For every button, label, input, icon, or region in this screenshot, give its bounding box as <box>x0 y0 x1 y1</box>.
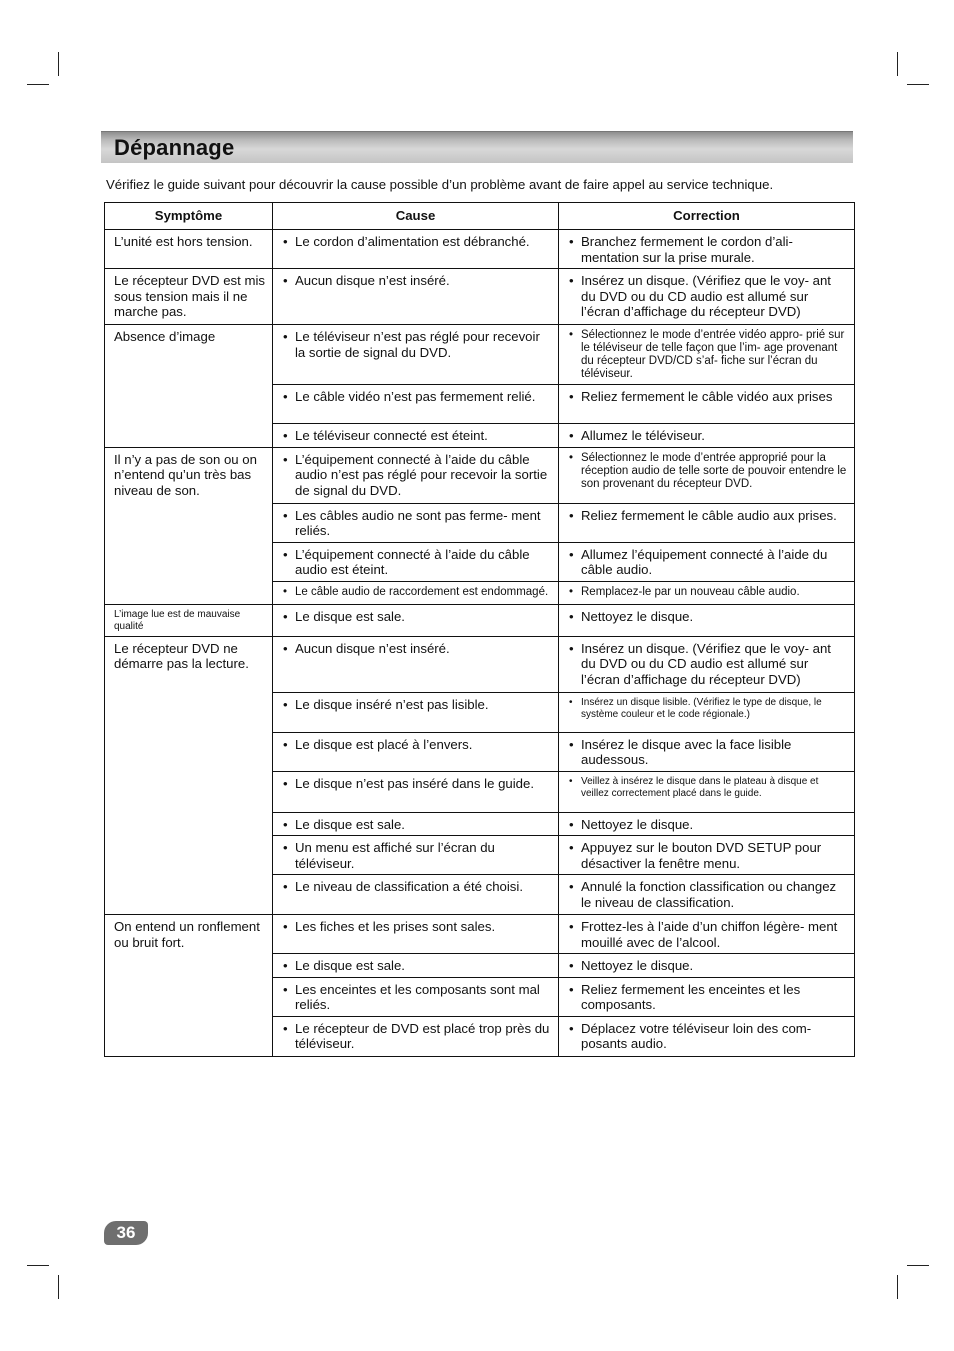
correction-cell <box>559 385 855 424</box>
table-row <box>105 325 855 385</box>
bullet-icon: • <box>569 329 574 341</box>
correction-cell <box>559 836 855 875</box>
bullet-icon: • <box>283 696 288 712</box>
page-number-badge: 36 <box>104 1221 148 1245</box>
bullet-icon: • <box>283 234 288 249</box>
correction-cell-text: Reliez fermement les enceintes et les composants. <box>581 981 801 1012</box>
bullet-icon: • <box>283 585 288 598</box>
section-title-bar <box>101 131 853 163</box>
crop-mark <box>58 1275 59 1299</box>
bullet-icon: • <box>283 273 288 288</box>
header-symptom: Symptôme <box>105 203 273 230</box>
crop-mark <box>58 52 59 76</box>
bullet-icon: • <box>569 608 574 624</box>
bullet-icon: • <box>283 840 288 855</box>
bullet-icon: • <box>283 546 288 562</box>
symptom-cell: L’image lue est de mauvaise qualité <box>105 604 273 636</box>
cause-cell-text: Le récepteur de DVD est placé trop près du téléviseur. <box>295 1020 550 1051</box>
cause-cell-text: Le câble vidéo n’est pas fermement relié. <box>295 389 536 404</box>
bullet-icon: • <box>283 736 288 752</box>
cause-cell <box>273 915 559 954</box>
correction-cell <box>559 812 855 836</box>
cause-cell-text: Les enceintes et les composants sont mal reliés. <box>295 981 540 1012</box>
cause-cell-text: Les fiches et les prises sont sales. <box>295 919 496 934</box>
correction-cell <box>559 604 855 636</box>
troubleshooting-table <box>104 202 855 1057</box>
cause-cell <box>273 542 559 581</box>
cause-cell <box>273 581 559 604</box>
correction-cell-text: Veillez à insérez le disque dans le plateau à disque et veillez correctement placé dans le guide. <box>581 775 819 799</box>
crop-mark <box>27 84 49 85</box>
cause-cell-text: Le téléviseur connecté est éteint. <box>295 428 488 443</box>
cause-cell-text: Le cordon d’alimentation est débranché. <box>295 234 530 249</box>
correction-cell-text: Allumez l’équipement connecté à l’aide du câble audio. <box>581 546 828 577</box>
cause-cell-text: Le câble audio de raccordement est endommagé. <box>295 585 549 598</box>
table-header-row <box>105 203 855 230</box>
cause-cell <box>273 269 559 325</box>
correction-cell <box>559 503 855 542</box>
correction-cell-text: Sélectionnez le mode d’entrée vidéo appro- prié sur le téléviseur de telle façon que l’im- age provenant du récepteur DVD/CD s’af- fiche sur l’écran du téléviseur. <box>581 329 845 380</box>
table-row <box>105 230 855 269</box>
correction-cell <box>559 954 855 978</box>
bullet-icon: • <box>569 736 574 752</box>
cause-cell <box>273 954 559 978</box>
correction-cell <box>559 692 855 732</box>
cause-cell <box>273 875 559 915</box>
cause-cell-text: Aucun disque n’est inséré. <box>295 273 450 288</box>
symptom-cell: Il n’y a pas de son ou on n’entend qu’un très bas niveau de son. <box>105 447 273 604</box>
bullet-icon: • <box>569 585 574 598</box>
cause-cell <box>273 424 559 448</box>
symptom-cell: Le récepteur DVD ne démarre pas la lecture. <box>105 636 273 915</box>
cause-cell-text: Le niveau de classification a été choisi. <box>295 879 523 894</box>
correction-cell-text: Appuyez sur le bouton DVD SETUP pour désactiver la fenêtre menu. <box>581 840 822 871</box>
page-title: Dépannage <box>114 135 235 160</box>
bullet-icon: • <box>283 329 288 344</box>
crop-mark <box>907 1265 929 1266</box>
table-row <box>105 604 855 636</box>
bullet-icon: • <box>569 451 574 464</box>
cause-cell <box>273 812 559 836</box>
correction-cell <box>559 542 855 581</box>
correction-cell-text: Insérez un disque. (Vérifiez que le voy- ant du DVD ou du CD audio est allumé sur l’écran d’affichage du récepteur DVD) <box>581 640 831 687</box>
cause-cell-text: Le disque n’est pas inséré dans le guide. <box>295 775 535 791</box>
bullet-icon: • <box>569 958 574 973</box>
bullet-icon: • <box>283 507 288 523</box>
correction-cell-text: Nettoyez le disque. <box>581 816 694 832</box>
cause-cell <box>273 836 559 875</box>
correction-cell <box>559 325 855 385</box>
header-correction: Correction <box>559 203 855 230</box>
table-row <box>105 636 855 692</box>
correction-cell-text: Reliez fermement le câble vidéo aux prises <box>581 389 833 404</box>
symptom-cell: Le récepteur DVD est mis sous tension mais il ne marche pas. <box>105 269 273 325</box>
correction-cell-text: Frottez-les à l’aide d’un chiffon légère- ment mouillé avec de l’alcool. <box>581 919 838 950</box>
crop-mark <box>27 1265 49 1266</box>
bullet-icon: • <box>283 879 288 894</box>
bullet-icon: • <box>569 428 574 443</box>
symptom-cell: L’unité est hors tension. <box>105 230 273 269</box>
table-row <box>105 447 855 503</box>
bullet-icon: • <box>283 981 288 997</box>
correction-cell-text: Remplacez-le par un nouveau câble audio. <box>581 585 800 598</box>
bullet-icon: • <box>569 816 574 832</box>
correction-cell-text: Insérez un disque. (Vérifiez que le voy- ant du DVD ou du CD audio est allumé sur l’écran d’affichage du récepteur DVD) <box>581 273 831 319</box>
cause-cell <box>273 604 559 636</box>
correction-cell-text: Nettoyez le disque. <box>581 608 694 624</box>
crop-mark <box>907 84 929 85</box>
correction-cell <box>559 977 855 1016</box>
cause-cell <box>273 447 559 503</box>
cause-cell <box>273 692 559 732</box>
correction-cell-text: Insérez le disque avec la face lisible audessous. <box>581 736 792 767</box>
cause-cell <box>273 325 559 385</box>
bullet-icon: • <box>569 389 574 404</box>
bullet-icon: • <box>283 608 288 624</box>
bullet-icon: • <box>569 546 574 562</box>
table-body <box>105 230 855 1057</box>
correction-cell <box>559 424 855 448</box>
bullet-icon: • <box>569 507 574 523</box>
bullet-icon: • <box>283 1020 288 1036</box>
correction-cell-text: Branchez fermement le cordon d’ali- mentation sur la prise murale. <box>581 234 793 265</box>
cause-cell-text: Le téléviseur n’est pas réglé pour recevoir la sortie de signal du DVD. <box>295 329 540 360</box>
bullet-icon: • <box>569 273 574 288</box>
cause-cell <box>273 636 559 692</box>
correction-cell <box>559 269 855 325</box>
cause-cell-text: Le disque est placé à l’envers. <box>295 736 473 752</box>
symptom-cell: On entend un ronflement ou bruit fort. <box>105 915 273 1057</box>
cause-cell-text: Les câbles audio ne sont pas ferme- ment reliés. <box>295 507 541 538</box>
correction-cell-text: Reliez fermement le câble audio aux prises. <box>581 507 837 523</box>
cause-cell-text: Aucun disque n’est inséré. <box>295 640 450 656</box>
correction-cell <box>559 732 855 771</box>
correction-cell <box>559 581 855 604</box>
correction-cell-text: Nettoyez le disque. <box>581 958 694 973</box>
cause-cell <box>273 977 559 1016</box>
header-cause: Cause <box>273 203 559 230</box>
cause-cell <box>273 732 559 771</box>
correction-cell-text: Allumez le téléviseur. <box>581 428 705 443</box>
bullet-icon: • <box>283 775 288 791</box>
cause-cell <box>273 230 559 269</box>
correction-cell-text: Déplacez votre téléviseur loin des com- posants audio. <box>581 1020 812 1051</box>
correction-cell <box>559 771 855 812</box>
bullet-icon: • <box>569 919 574 934</box>
correction-cell <box>559 447 855 503</box>
correction-cell-text: Annulé la fonction classification ou changez le niveau de classification. <box>581 879 837 910</box>
bullet-icon: • <box>283 640 288 656</box>
cause-cell-text: Le disque est sale. <box>295 608 405 624</box>
crop-mark <box>897 1275 898 1299</box>
cause-cell-text: Un menu est affiché sur l’écran du téléviseur. <box>295 840 495 871</box>
cause-cell-text: Le disque est sale. <box>295 958 405 973</box>
bullet-icon: • <box>283 451 288 467</box>
cause-cell-text: L’équipement connecté à l’aide du câble audio est éteint. <box>295 546 530 577</box>
cause-cell-text: Le disque est sale. <box>295 816 405 832</box>
crop-mark <box>897 52 898 76</box>
bullet-icon: • <box>569 775 573 787</box>
cause-cell-text: L’équipement connecté à l’aide du câble audio n’est pas réglé pour recevoir la sortie de signal du DVD. <box>295 451 548 498</box>
bullet-icon: • <box>283 919 288 934</box>
correction-cell-text: Sélectionnez le mode d’entrée approprié pour la réception audio de telle sorte de pouvoir entendre le son provenant du récepteur DVD. <box>581 451 847 490</box>
bullet-icon: • <box>569 981 574 997</box>
bullet-icon: • <box>569 234 574 249</box>
bullet-icon: • <box>283 816 288 832</box>
correction-cell <box>559 230 855 269</box>
symptom-cell: Absence d’image <box>105 325 273 448</box>
cause-cell <box>273 1016 559 1056</box>
correction-cell <box>559 636 855 692</box>
bullet-icon: • <box>283 958 288 973</box>
bullet-icon: • <box>283 389 288 404</box>
bullet-icon: • <box>569 696 573 708</box>
correction-cell-text: Insérez un disque lisible. (Vérifiez le type de disque, le système couleur et le code régionale.) <box>581 696 822 720</box>
table-row <box>105 915 855 954</box>
cause-cell <box>273 771 559 812</box>
bullet-icon: • <box>569 879 574 894</box>
table-row <box>105 269 855 325</box>
correction-cell <box>559 915 855 954</box>
cause-cell-text: Le disque inséré n’est pas lisible. <box>295 696 489 712</box>
bullet-icon: • <box>569 640 574 656</box>
bullet-icon: • <box>569 840 574 855</box>
intro-text: Vérifiez le guide suivant pour découvrir la cause possible d’un problème avant de faire appel au service technique. <box>106 177 774 192</box>
bullet-icon: • <box>569 1020 574 1036</box>
cause-cell <box>273 385 559 424</box>
bullet-icon: • <box>283 428 288 443</box>
correction-cell <box>559 875 855 915</box>
cause-cell <box>273 503 559 542</box>
correction-cell <box>559 1016 855 1056</box>
